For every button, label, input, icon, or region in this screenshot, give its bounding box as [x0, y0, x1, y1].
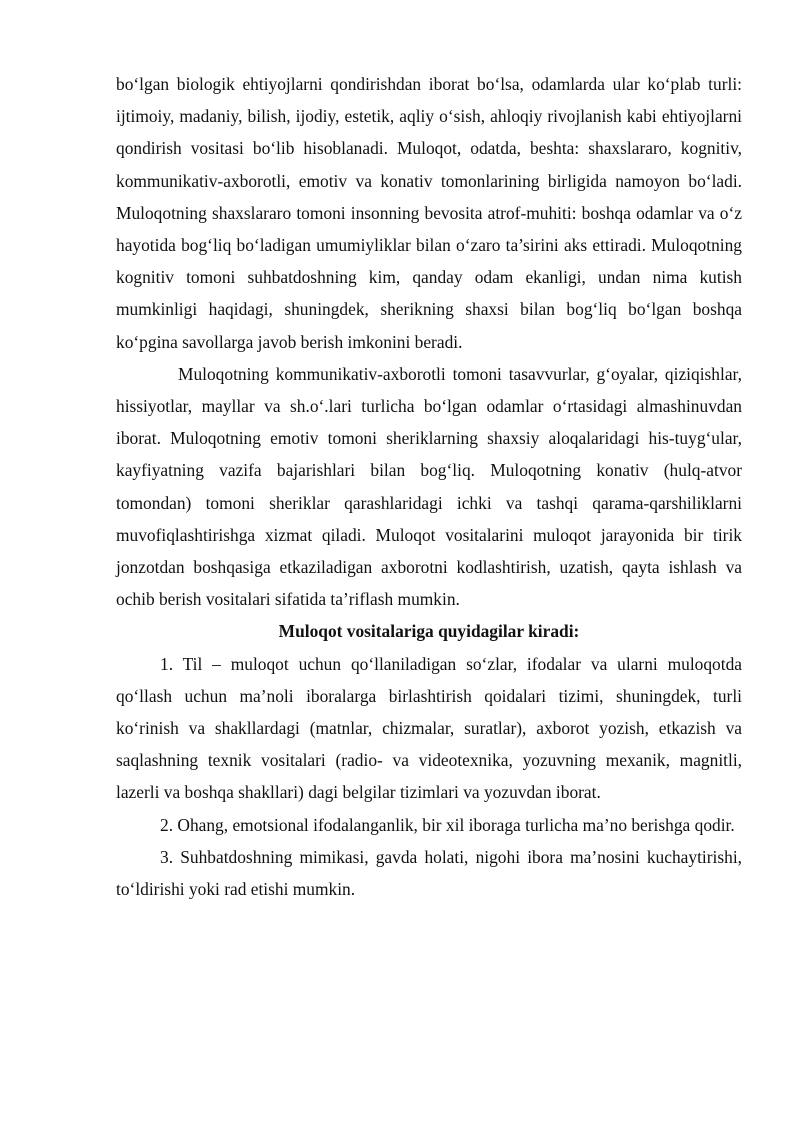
section-heading: Muloqot vositalariga quyidagilar kiradi:	[278, 621, 580, 642]
list-item-language: 1. Til – muloqot uchun qo‘llaniladigan so‘zlar, ifodalar va ularni muloqotda qo‘llash uchun ma’noli iboralarga birlashtirish qoidalari tizimi, shuningdek, turli ko‘rinish va shakllardagi (matnlar, chizmalar, suratlar), axborot yozish, etkazish va saqlashning texnik vositalari (radio- va videotexnika, yozuvning mexanik, magnitli, lazerli va boshqa shakllari) dagi belgilar tizimlari va yozuvdan iborat.	[116, 653, 742, 803]
list-item-intonation: 2. Ohang, emotsional ifodalanganlik, bir xil iboraga turlicha ma’no berishga qodir.	[160, 814, 735, 835]
paragraph-communicative: Muloqotning kommunikativ-axborotli tomoni tasavvurlar, g‘oyalar, qiziqishlar, hissiyotlar, mayllar va sh.o‘.lari turlicha bo‘lgan odamlar o‘rtasidagi almashinuvdan iborat. Muloqotning emotiv tomoni sheriklarning shaxsiy aloqalaridagi his-tuyg‘ular, kayfiyatning vazifa bajarishlari bilan bog‘liq. Muloqotning konativ (hulq-atvor tomondan) tomoni sheriklar qarashlaridagi ichki va tashqi qarama-qarshiliklarni muvofiqlashtirishga xizmat qiladi. Muloqot vositalarini muloqot jarayonida bir tirik jonzotdan boshqasiga etkaziladigan axborotni kodlashtirish, uzatish, qayta ishlash va ochib berish vositalari sifatida ta’riflash mumkin.	[116, 363, 742, 610]
document-page	[116, 68, 742, 905]
list-item-mimicry: 3. Suhbatdoshning mimikasi, gavda holati, nigohi ibora ma’nosini kuchaytirishi, to‘ldirishi yoki rad etishi mumkin.	[116, 846, 742, 900]
paragraph-continuation: bo‘lgan biologik ehtiyojlarni qondirishdan iborat bo‘lsa, odamlarda ular ko‘plab turli: ijtimoiy, madaniy, bilish, ijodiy, estetik, aqliy o‘sish, ahloqiy rivojlanish kabi ehtiyojlarni qondirish vositasi bo‘lib hisoblanadi. Muloqot, odatda, beshta: shaxslararo, kognitiv, kommunikativ-axborotli, emotiv va konativ tomonlarining birligida namoyon bo‘ladi. Muloqotning shaxslararo tomoni insonning bevosita atrof-muhiti: boshqa odamlar va o‘z hayotida bog‘liq bo‘ladigan umumiyliklar bilan o‘zaro ta’sirini aks ettiradi. Muloqotning kognitiv tomoni suhbatdoshning kim, qanday odam ekanligi, undan nima kutish mumkinligi haqidagi, shuningdek, sherikning shaxsi bilan bog‘liq bo‘lgan boshqa ko‘pgina savollarga javob berish imkonini beradi.	[116, 74, 742, 352]
